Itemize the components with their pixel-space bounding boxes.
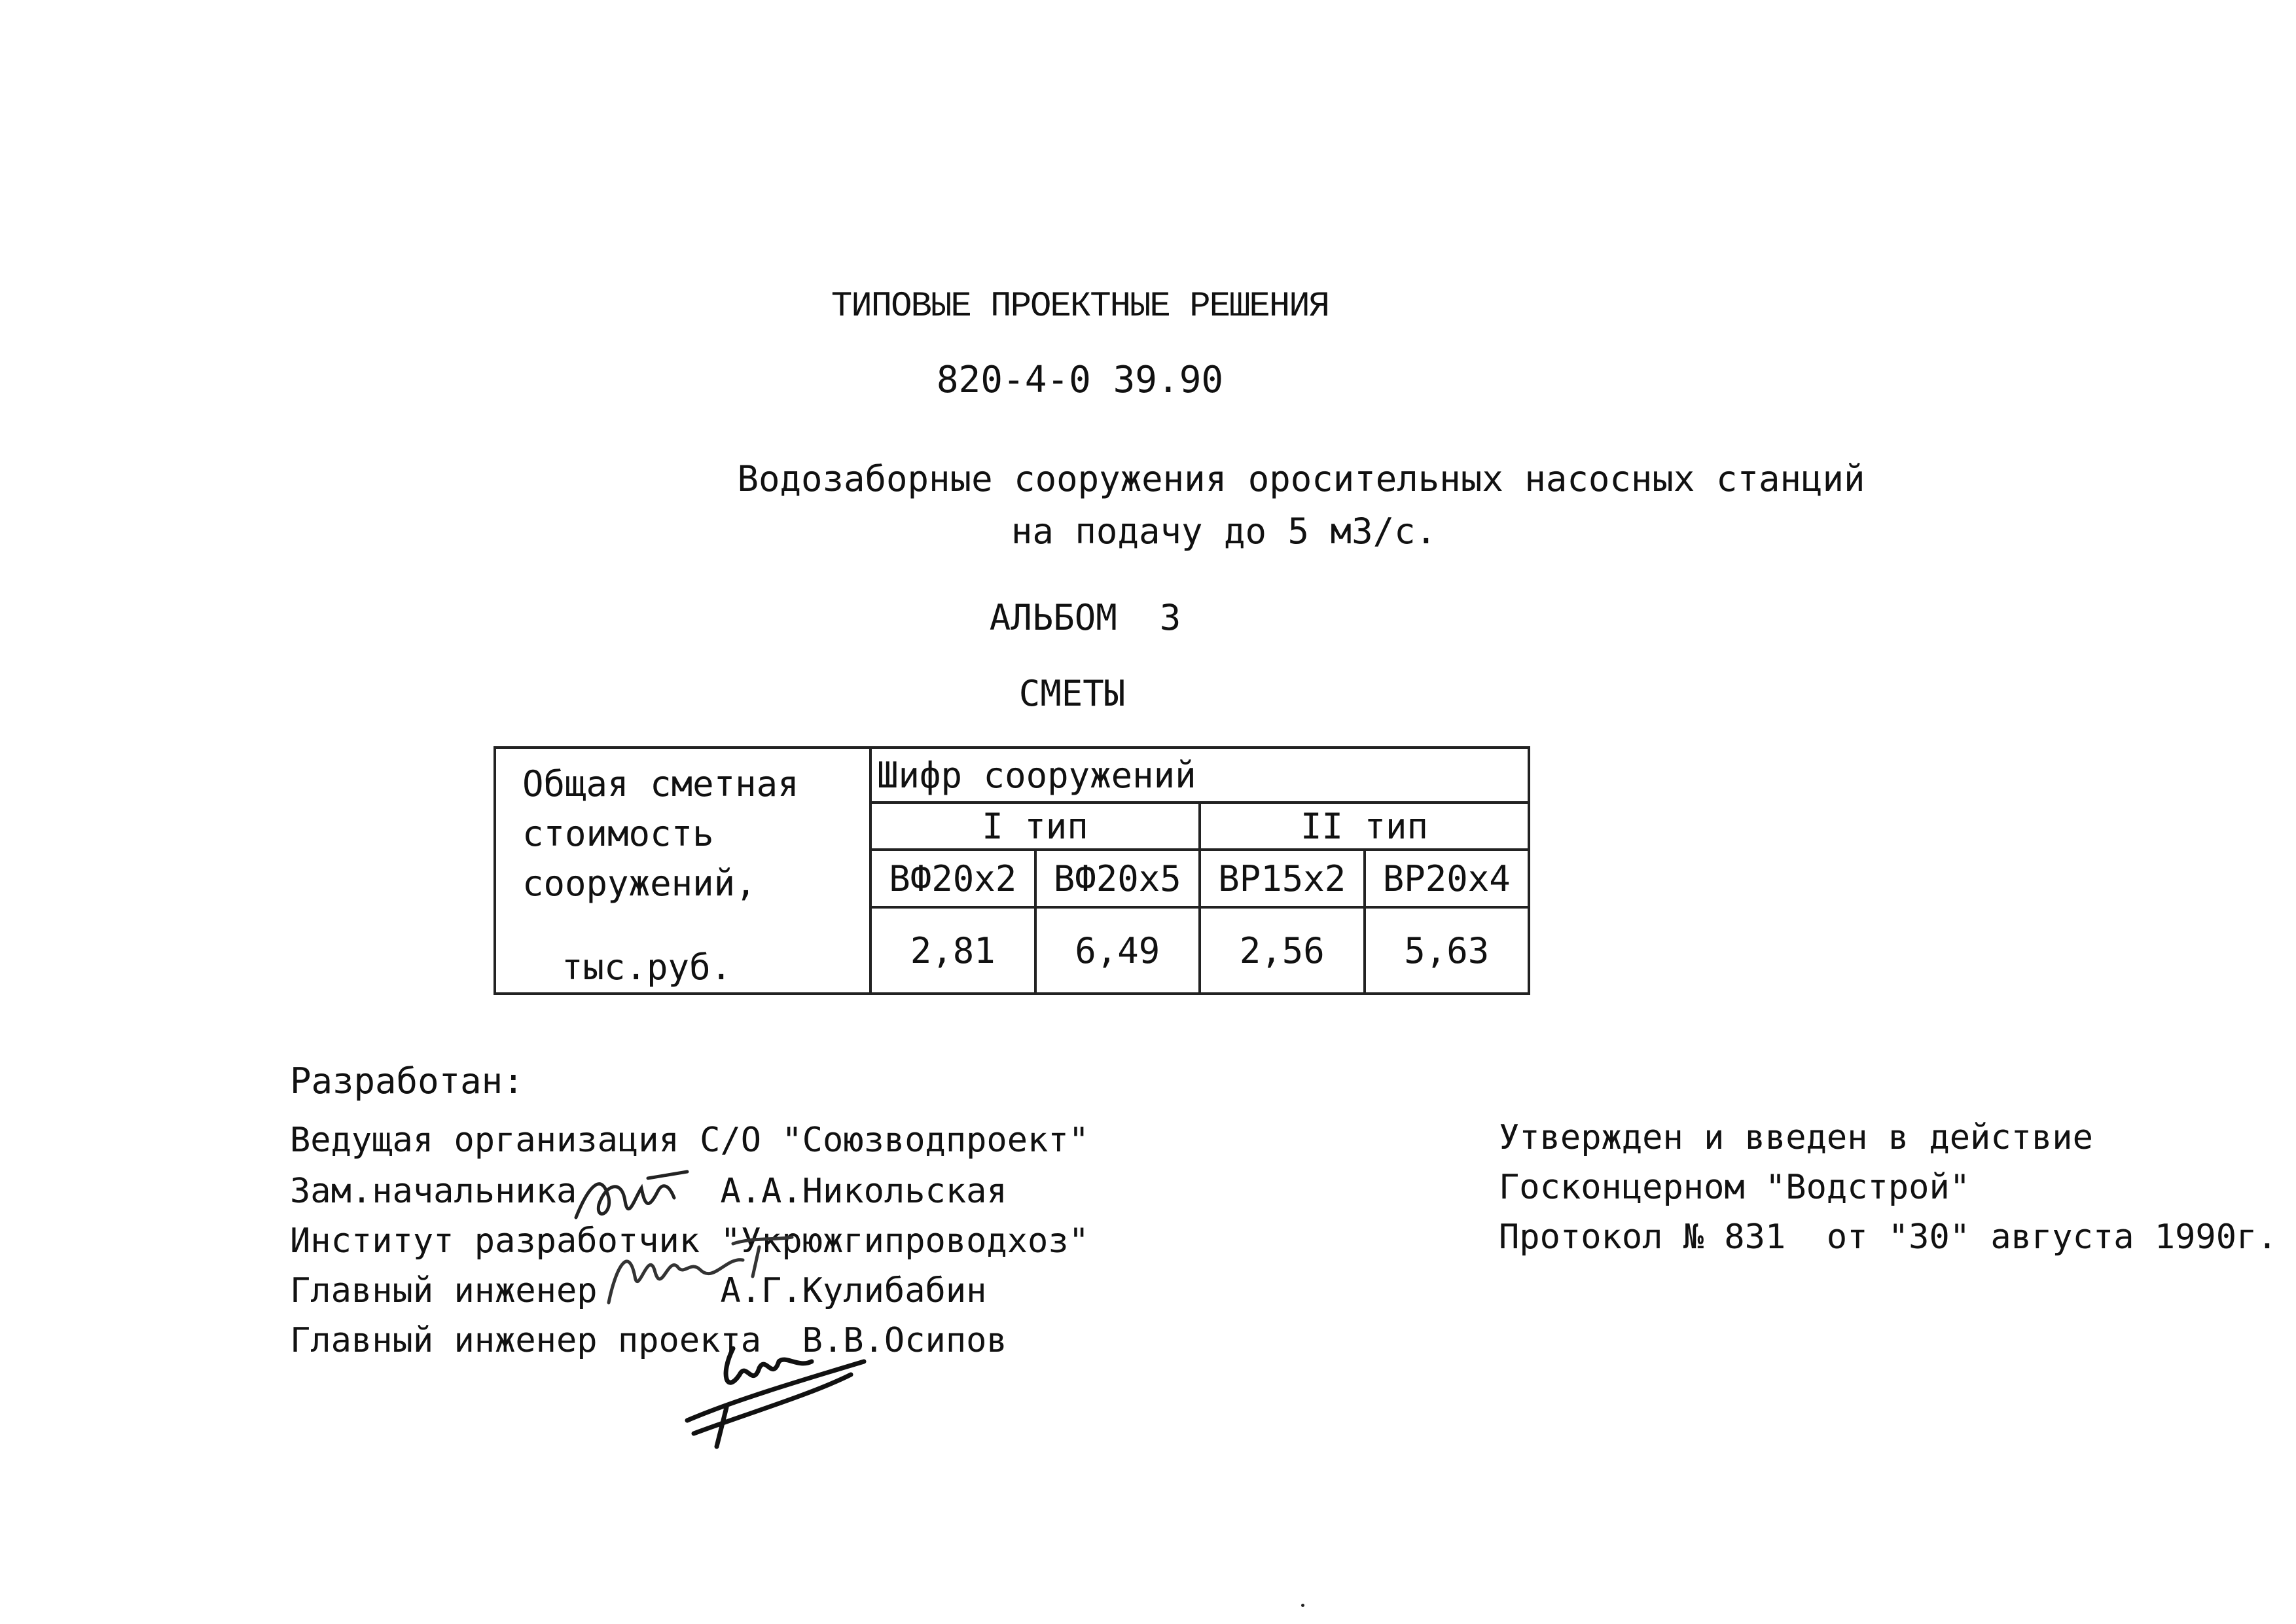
approval-line-3: Протокол № 831 от "30" августа 1990г.: [1499, 1218, 2278, 1257]
row-header-cell: [495, 748, 870, 994]
approval-line-2: Госконцерном "Водстрой": [1499, 1168, 1971, 1207]
column-code: ВР15х2: [1200, 850, 1365, 907]
row-header-line-1: Общая сметная: [522, 763, 799, 804]
column-code: ВФ20х5: [1035, 850, 1200, 907]
section-title: СМЕТЫ: [1018, 673, 1126, 714]
scan-dot: [1301, 1604, 1304, 1607]
developed-label: Разработан:: [290, 1060, 524, 1102]
type-2-header: II тип: [1200, 803, 1529, 850]
document-code: 820-4-0 39.90: [936, 359, 1224, 401]
project-chief-engineer-line: Главный инженер проекта В.В.Осипов: [290, 1321, 1007, 1360]
album-number: АЛЬБОМ 3: [989, 597, 1181, 638]
column-code: ВФ20х2: [870, 850, 1035, 907]
document-title: ТИПОВЫЕ ПРОЕКТНЫЕ РЕШЕНИЯ: [831, 287, 1329, 327]
subtitle-line-1: Водозаборные сооружения оросительных насосных станций: [737, 458, 1865, 499]
group-header: Шифр сооружений: [870, 748, 1529, 803]
developer-org-line: Ведущая организация С/О "Союзводпроект": [290, 1121, 1089, 1160]
column-code: ВР20х4: [1365, 850, 1530, 907]
cost-value: 6,49: [1035, 907, 1200, 994]
institute-line: Институт разработчик "Укрюжгипроводхоз": [290, 1221, 1089, 1261]
row-header-line-3: сооружений,: [522, 863, 757, 904]
type-1-header: I тип: [870, 803, 1200, 850]
cost-value: 2,81: [870, 907, 1035, 994]
row-header-line-2: стоимость: [522, 813, 714, 854]
cost-value: 5,63: [1365, 907, 1530, 994]
cost-value: 2,56: [1200, 907, 1365, 994]
signature-nikolskaya: [569, 1159, 700, 1231]
deputy-head-line: Зам.начальника А.А.Никольская: [290, 1172, 1007, 1211]
signature-osipov: [681, 1335, 877, 1453]
approval-line-1: Утвержден и введен в действие: [1499, 1118, 2093, 1157]
chief-engineer-line: Главный инженер А.Г.Кулибабин: [290, 1271, 987, 1310]
row-header-unit: тыс.руб.: [562, 947, 732, 988]
cost-table: [493, 746, 1530, 995]
subtitle-line-2: на подачу до 5 м3/с.: [1011, 511, 1437, 552]
signature-kulibabin: [602, 1231, 798, 1322]
